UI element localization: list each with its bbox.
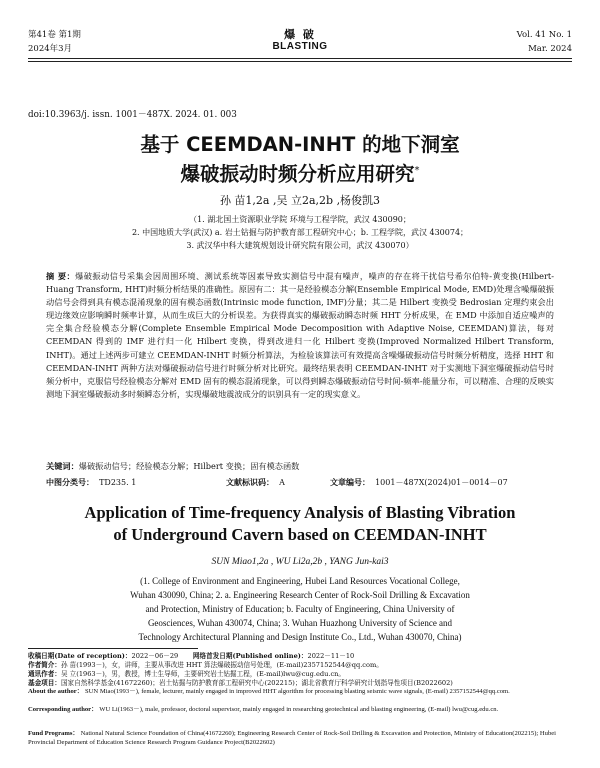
header-date-cn: 2024年3月 bbox=[28, 44, 73, 54]
title-en-line-1: Application of Time-frequency Analysis of Blasting Vibration bbox=[84, 503, 516, 522]
footnote-corr-author: Corresponding author： WU Li(1963－), male, professor, doctoral supervisor, mainly engaged in researching geotechnical and blasting engineering, (E-mail) lwu@cug.edu.cn. bbox=[28, 706, 499, 713]
doi: doi:10.3963/j. issn. 1001－487X. 2024. 01. 003 bbox=[28, 110, 237, 120]
affiliation-en-4: Geosciences, Wuhan 430074, China; 3. Wuhan Huazhong University of Science and bbox=[147, 618, 453, 628]
title-cn-line-1: 基于 CEEMDAN-INHT 的地下洞室 bbox=[140, 133, 460, 156]
title-cn-line-2: 爆破振动时频分析应用研究* bbox=[180, 162, 420, 186]
affiliation-en-2: Wuhan 430090, China; 2. a. Engineering Research Center of Rock-Soil Drilling & Excavation bbox=[130, 590, 470, 600]
header-volume-cn: 第41卷 第1期 bbox=[28, 30, 81, 40]
doc-code: 文献标识码： A bbox=[226, 477, 285, 487]
affiliation-cn-3: 3. 武汉华中科大建筑规划设计研究院有限公司，武汉 430070） bbox=[186, 241, 414, 250]
abstract-cn-text: 爆破振动信号采集会因周围环境、测试系统等因素导致实测信号中混有噪声，噪声的存在将干扰信号希尔伯特-黄变换(Hilbert-Huang Transform, HHT)时频分析结果的准确性。原因有二：其一是经验模态分解(Ensemble Empirical Mode, EMD)处理含噪爆破振动信号会得到具有模态混淆现象的固有模态函数(Intrinsic mode function, IMF)分量；其二是 Hilbert 变换受 Bedrosian 定理约束会出现边缘效应影响瞬时频率计算，从而生成巨大的分析误差。为获得真实的爆破振动瞬态时频 HHT 分析成果，在 EMD 中添加自适应噪声的完全集合经验模态分解(Complete Ensemble Empirical Mode Decomposition with Adaptive Noise, CEEMDAN)算法，每对 CEEMDAN 得到的 IMF 进行归一化 Hilbert 变换，得到改进归一化 Hilbert 变换(Improved Normalized Hilbert Transform, INHT)。通过上述两步可建立 CEEMDAN-INHT 时频分析算法，为检验该算法可有效提高含噪爆破振动信号时频分析精度，选择 HHT 和 CEEMDAN-INHT 两种方法对爆破振动信号进行时频分析对比研究。最终结果表明 CEEMDAN-INHT 对于实测地下洞室爆破振动信号时频分析中，克服信号经验模态分解对 EMD 固有的模态混淆现象，可以得到瞬态爆破振动信号时间-频率-能量分布，可以精准、合理的反映实测地下洞室爆破振动多时频瞬态分析，实现爆破地震波成分的识别具有一定的现实意义。 bbox=[46, 271, 554, 399]
keywords-cn: 关键词：爆破振动信号；经验模态分解；Hilbert 变换；固有模态函数 bbox=[46, 461, 300, 471]
affiliation-en-5: Technology Architectural Planning and Design Institute Co., Ltd., Wuhan 430070, China) bbox=[138, 632, 462, 642]
affiliation-cn-1: （1. 湖北国土资源职业学院 环境与工程学院，武汉 430090； bbox=[189, 215, 411, 224]
authors-en: SUN Miao1,2a , WU Li2a,2b , YANG Jun-kai3 bbox=[211, 557, 389, 567]
header-date-en: Mar. 2024 bbox=[528, 44, 572, 54]
clc-number: 中图分类号： TD235. 1 bbox=[46, 477, 137, 487]
footnote-rule bbox=[28, 648, 198, 649]
article-number: 文章编号： 1001－487X(2024)01－0014－07 bbox=[330, 477, 508, 487]
footnote-corr-cn: 通讯作者：吴 立(1963－)，男，教授，博士生导师，主要研究岩土钻掘工程，(E-mail)lwu@cug.edu.cn。 bbox=[28, 670, 345, 678]
abstract-cn bbox=[46, 270, 554, 458]
journal-name-en: BLASTING bbox=[272, 41, 328, 52]
footnote-author-cn: 作者简介：孙 苗(1993－)，女，讲师，主要从事改进 HHT 算法爆破振动信号处理，(E-mail)2357152544@qq.com。 bbox=[28, 661, 383, 669]
footnote-about-author: About the author： SUN Miao(1993－), female, lecturer, mainly engaged in improved HHT algorithm for processing blasting seismic wave signals, (E-mail) 2357152544@qq.com. bbox=[28, 688, 510, 695]
footnote-dates: 收稿日期(Date of reception)：2022－06－29 网络首发日期(Published online)：2022－11－10 bbox=[28, 652, 355, 660]
header-rule-2 bbox=[28, 61, 572, 62]
abstract-cn-label: 摘 要： bbox=[46, 271, 76, 281]
authors-cn: 孙 苗1,2a ,吴 立2a,2b ,杨俊凯3 bbox=[219, 194, 381, 207]
affiliation-en-3: and Protection, Ministry of Education; b. Faculty of Engineering, China University of bbox=[145, 604, 455, 614]
footnote-fund-cn: 基金项目：国家自然科学基金(41672260)；岩土钻掘与防护教育部工程研究中心(202215)；湖北省教育厅科学研究计划指导性项目(B2022602) bbox=[28, 679, 453, 687]
header-volume-en: Vol. 41 No. 1 bbox=[516, 30, 572, 40]
footnote-fund-programs: Fund Programs： National Natural Science Foundation of China(41672260); Engineering Research Center of Rock-Soil Drilling & Excavation and Protection, Ministry of Education(202215); Hubei Provincial Department of Education Science Research Program Guidance Project(B2022602) bbox=[28, 730, 557, 746]
journal-name-cn: 爆 破 bbox=[284, 28, 316, 41]
header-rule-1 bbox=[28, 58, 572, 59]
title-en-line-2: of Underground Cavern based on CEEMDAN-INHT bbox=[113, 525, 487, 544]
affiliation-cn-2: 2. 中国地质大学(武汉) a. 岩土钻掘与防护教育部工程研究中心；b. 工程学院，武汉 430074； bbox=[131, 228, 469, 237]
affiliation-en-1: (1. College of Environment and Engineering, Hubei Land Resources Vocational College, bbox=[140, 576, 460, 586]
